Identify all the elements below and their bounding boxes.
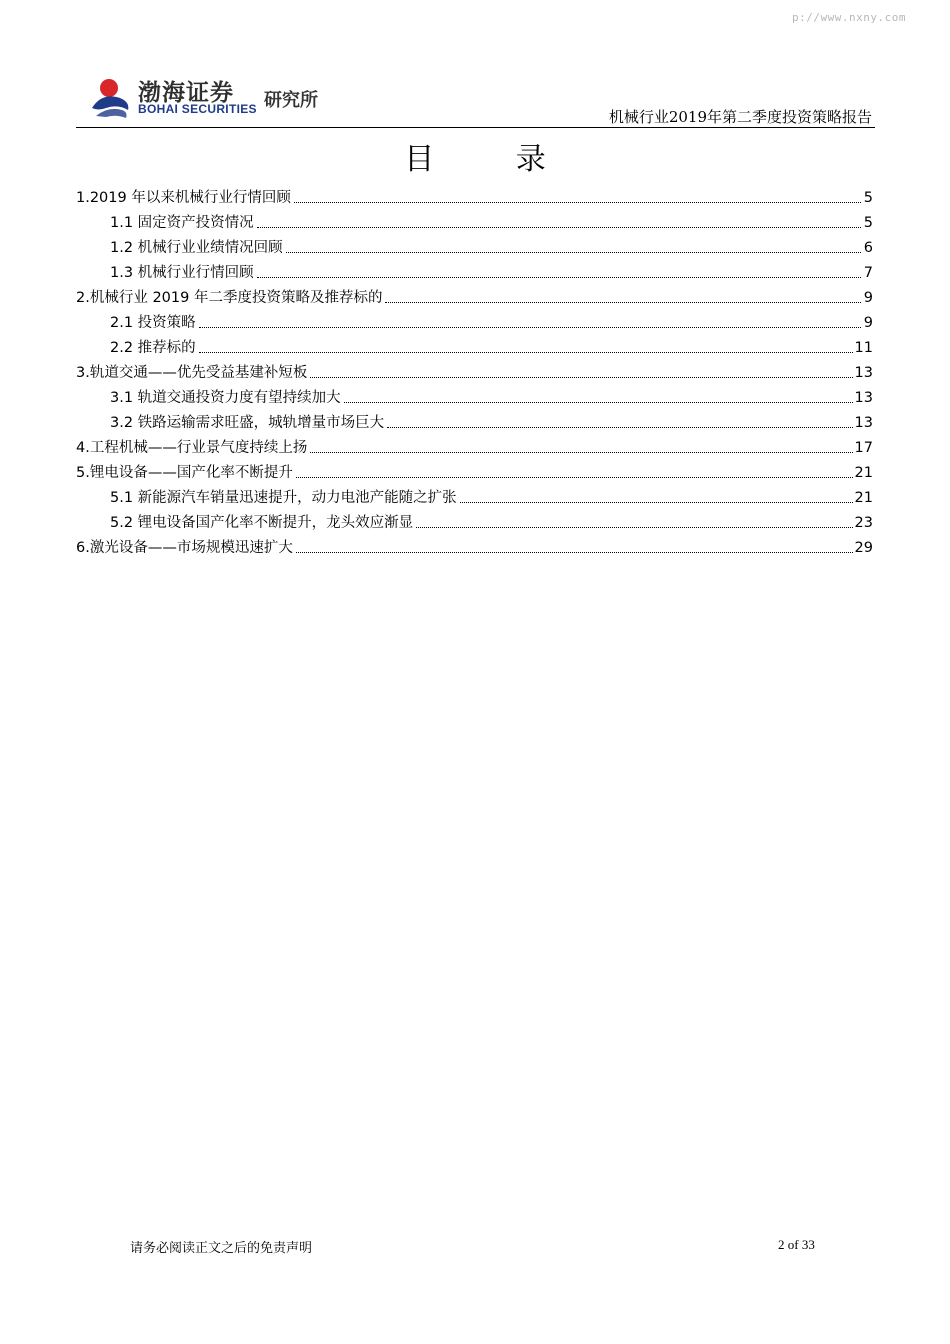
toc-entry-label: 3.2 铁路运输需求旺盛，城轨增量市场巨大 xyxy=(110,415,385,431)
toc-entry-label: 5.锂电设备——国产化率不断提升 xyxy=(76,465,293,481)
toc-entry-page: 13 xyxy=(854,365,873,381)
toc-entry-page: 5 xyxy=(863,190,873,206)
toc-entry-label: 1.2 机械行业业绩情况回顾 xyxy=(110,240,283,256)
toc-entry[interactable] xyxy=(76,433,873,458)
toc-entry-label: 1.2019 年以来机械行业行情回顾 xyxy=(76,190,291,206)
toc-entry-page: 21 xyxy=(854,465,873,481)
toc-entry-page: 29 xyxy=(854,540,873,556)
toc-entry-label: 2.机械行业 2019 年二季度投资策略及推荐标的 xyxy=(76,290,383,306)
toc-dot-leader xyxy=(296,552,853,553)
toc-dot-leader xyxy=(387,427,852,428)
toc-entry-label: 1.1 固定资产投资情况 xyxy=(110,215,254,231)
report-title: 机械行业2019年第二季度投资策略报告 xyxy=(608,108,872,126)
company-logo xyxy=(88,72,338,124)
toc-entry[interactable] xyxy=(76,283,873,308)
toc-entry-label: 4.工程机械——行业景气度持续上扬 xyxy=(76,440,308,456)
toc-entry[interactable] xyxy=(76,533,873,558)
toc-entry[interactable] xyxy=(76,208,873,233)
toc-dot-leader xyxy=(286,252,861,253)
toc-dot-leader xyxy=(460,502,853,503)
toc-entry[interactable] xyxy=(76,333,873,358)
toc-dot-leader xyxy=(416,527,852,528)
toc-entry-label: 5.2 锂电设备国产化率不断提升，龙头效应渐显 xyxy=(110,515,414,531)
toc-entry-page: 7 xyxy=(863,265,873,281)
toc-entry[interactable] xyxy=(76,183,873,208)
toc-entry-page: 11 xyxy=(854,340,873,356)
toc-entry[interactable] xyxy=(76,308,873,333)
footer-disclaimer: 请务必阅读正文之后的免责声明 xyxy=(130,1241,313,1256)
toc-dot-leader xyxy=(385,302,861,303)
toc-dot-leader xyxy=(257,277,861,278)
toc-entry-page: 13 xyxy=(854,390,873,406)
toc-entry[interactable] xyxy=(76,233,873,258)
toc-entry[interactable] xyxy=(76,508,873,533)
table-of-contents xyxy=(76,183,873,558)
toc-entry-label: 3.1 轨道交通投资力度有望持续加大 xyxy=(110,390,341,406)
toc-entry-page: 13 xyxy=(854,415,873,431)
logo-english-name: BOHAI SECURITIES xyxy=(138,102,257,116)
toc-entry-label: 1.3 机械行业行情回顾 xyxy=(110,265,254,281)
header-divider xyxy=(76,127,875,128)
toc-dot-leader xyxy=(310,452,852,453)
toc-entry-label: 2.2 推荐标的 xyxy=(110,340,196,356)
toc-entry[interactable] xyxy=(76,408,873,433)
toc-dot-leader xyxy=(199,327,861,328)
toc-dot-leader xyxy=(294,202,861,203)
watermark-url: p://www.nxny.com xyxy=(792,11,906,24)
toc-entry-page: 17 xyxy=(854,440,873,456)
toc-entry-page: 21 xyxy=(854,490,873,506)
logo-chinese-name: 渤海证券 xyxy=(138,79,234,106)
footer-page-indicator: 2 of 33 xyxy=(778,1237,815,1252)
toc-entry-page: 9 xyxy=(863,290,873,306)
toc-entry-page: 23 xyxy=(854,515,873,531)
toc-entry-label: 2.1 投资策略 xyxy=(110,315,196,331)
toc-heading: 目 录 xyxy=(404,142,582,177)
toc-entry-page: 6 xyxy=(863,240,873,256)
toc-dot-leader xyxy=(199,352,853,353)
toc-entry[interactable] xyxy=(76,358,873,383)
toc-dot-leader xyxy=(296,477,853,478)
logo-institute: 研究所 xyxy=(264,90,318,111)
toc-entry-page: 5 xyxy=(863,215,873,231)
toc-entry-label: 6.激光设备——市场规模迅速扩大 xyxy=(76,540,293,556)
toc-entry-label: 3.轨道交通——优先受益基建补短板 xyxy=(76,365,308,381)
toc-entry[interactable] xyxy=(76,258,873,283)
bohai-logo-icon xyxy=(88,74,134,120)
toc-entry-page: 9 xyxy=(863,315,873,331)
toc-entry[interactable] xyxy=(76,483,873,508)
toc-dot-leader xyxy=(310,377,852,378)
toc-entry-label: 5.1 新能源汽车销量迅速提升，动力电池产能随之扩张 xyxy=(110,490,457,506)
toc-dot-leader xyxy=(344,402,853,403)
toc-dot-leader xyxy=(257,227,861,228)
toc-entry[interactable] xyxy=(76,383,873,408)
toc-entry[interactable] xyxy=(76,458,873,483)
